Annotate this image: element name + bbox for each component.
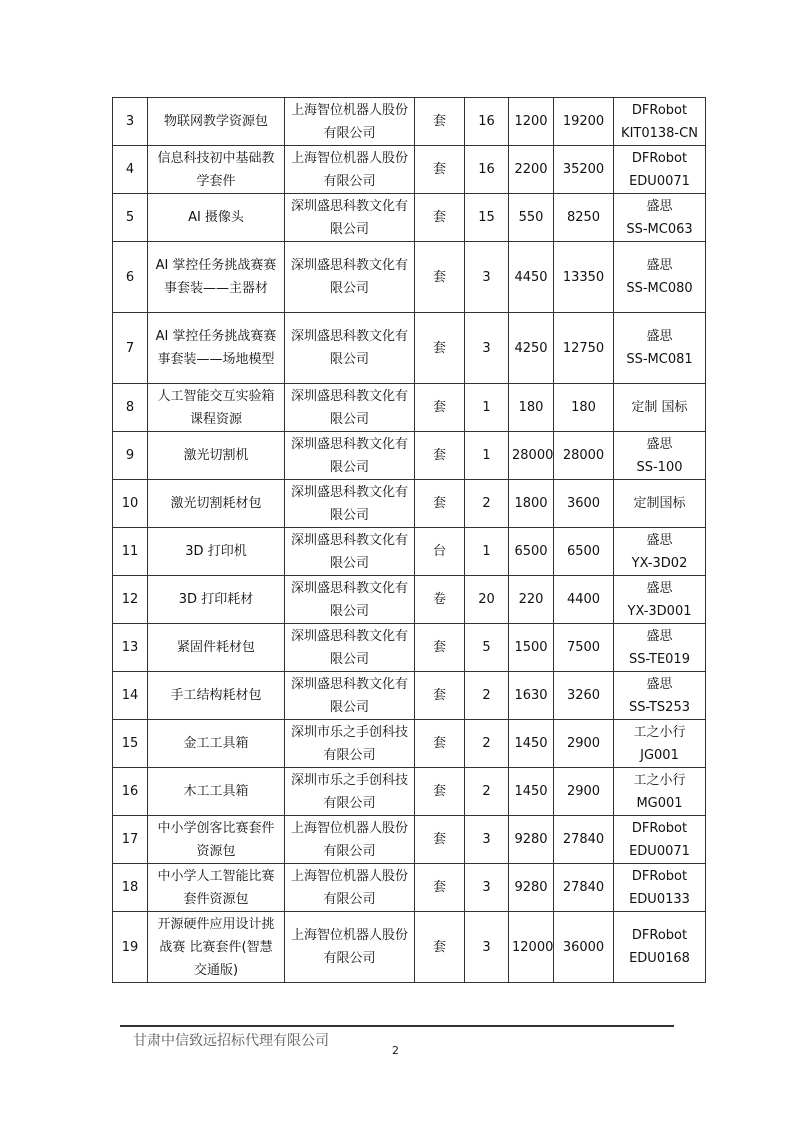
cell-qty: 3	[465, 242, 509, 313]
cell-brand: 盛思	[646, 329, 673, 344]
cell-total: 3260	[554, 672, 614, 720]
cell-unit: 套	[415, 146, 465, 194]
cell-supplier: 上海智位机器人股份有限公司	[285, 816, 415, 864]
cell-unit: 套	[415, 194, 465, 242]
cell-supplier: 深圳盛思科教文化有限公司	[285, 384, 415, 432]
cell-brand: DFRobot	[631, 868, 688, 884]
cell-brand: 工之小行	[633, 724, 686, 740]
cell-supplier: 深圳盛思科教文化有限公司	[285, 432, 415, 480]
footer-company-name: 甘肃中信致远招标代理有限公司	[133, 1033, 329, 1049]
cell-total: 12750	[554, 313, 614, 384]
cell-supplier: 深圳盛思科教文化有限公司	[285, 672, 415, 720]
cell-unit: 套	[415, 313, 465, 384]
cell-price: 1200	[509, 98, 554, 146]
cell-no: 13	[113, 624, 148, 672]
cell-name: 开源硬件应用设计挑战赛 比赛套件(智慧交通版)	[148, 912, 285, 983]
table-row	[113, 912, 706, 983]
cell-brand: DFRobot	[631, 928, 688, 943]
cell-total: 35200	[554, 146, 614, 194]
cell-unit: 套	[415, 384, 465, 432]
cell-unit: 套	[415, 912, 465, 983]
cell-model: JG001	[640, 747, 679, 763]
cell-price: 2200	[509, 146, 554, 194]
cell-qty: 3	[465, 313, 509, 384]
cell-brand-model	[614, 864, 706, 912]
cell-unit: 套	[415, 98, 465, 146]
cell-unit: 套	[415, 816, 465, 864]
cell-qty: 3	[465, 864, 509, 912]
cell-price: 12000	[509, 912, 554, 983]
cell-name: 激光切割机	[148, 432, 285, 480]
cell-brand: 工之小行	[633, 772, 686, 788]
cell-model: SS-TE019	[629, 651, 690, 667]
cell-no: 9	[113, 432, 148, 480]
cell-model: YX-3D001	[627, 603, 692, 619]
cell-price: 6500	[509, 528, 554, 576]
cell-model: EDU0071	[629, 173, 690, 189]
cell-unit: 套	[415, 242, 465, 313]
cell-name: 信息科技初中基础教学套件	[148, 146, 285, 194]
table-row	[113, 98, 706, 146]
cell-no: 12	[113, 576, 148, 624]
cell-price: 9280	[509, 864, 554, 912]
procurement-table	[112, 97, 706, 983]
table-row	[113, 864, 706, 912]
cell-no: 4	[113, 146, 148, 194]
cell-total: 8250	[554, 194, 614, 242]
cell-brand-model	[614, 432, 706, 480]
cell-brand: 定制国标	[633, 496, 686, 511]
cell-unit: 套	[415, 432, 465, 480]
cell-no: 19	[113, 912, 148, 983]
cell-name: 手工结构耗材包	[148, 672, 285, 720]
cell-no: 17	[113, 816, 148, 864]
cell-brand-model	[614, 384, 706, 432]
cell-price: 1500	[509, 624, 554, 672]
cell-brand-model	[614, 480, 706, 528]
cell-total: 28000	[554, 432, 614, 480]
cell-brand-model	[614, 768, 706, 816]
cell-brand-model	[614, 242, 706, 313]
cell-no: 16	[113, 768, 148, 816]
table-row	[113, 816, 706, 864]
cell-brand-model	[614, 146, 706, 194]
cell-price: 1800	[509, 480, 554, 528]
cell-unit: 套	[415, 864, 465, 912]
cell-brand: DFRobot	[631, 820, 688, 836]
cell-model: SS-TS253	[628, 699, 690, 715]
cell-total: 6500	[554, 528, 614, 576]
table-body	[113, 98, 706, 983]
cell-name: AI 掌控任务挑战赛赛事套装——场地模型	[148, 313, 285, 384]
cell-unit: 套	[415, 672, 465, 720]
cell-no: 10	[113, 480, 148, 528]
cell-price: 1630	[509, 672, 554, 720]
cell-total: 27840	[554, 864, 614, 912]
cell-supplier: 深圳盛思科教文化有限公司	[285, 313, 415, 384]
cell-brand-model	[614, 98, 706, 146]
cell-name: 3D 打印耗材	[148, 576, 285, 624]
cell-total: 3600	[554, 480, 614, 528]
cell-brand-model	[614, 528, 706, 576]
cell-unit: 套	[415, 720, 465, 768]
cell-brand-model	[614, 672, 706, 720]
cell-total: 2900	[554, 720, 614, 768]
cell-total: 36000	[554, 912, 614, 983]
cell-supplier: 上海智位机器人股份有限公司	[285, 98, 415, 146]
cell-price: 220	[509, 576, 554, 624]
cell-brand: DFRobot	[631, 102, 688, 118]
table-row	[113, 242, 706, 313]
cell-total: 19200	[554, 98, 614, 146]
cell-price: 28000	[509, 432, 554, 480]
cell-name: 3D 打印机	[148, 528, 285, 576]
cell-no: 18	[113, 864, 148, 912]
cell-qty: 15	[465, 194, 509, 242]
cell-qty: 1	[465, 528, 509, 576]
cell-qty: 16	[465, 146, 509, 194]
cell-unit: 套	[415, 624, 465, 672]
cell-qty: 3	[465, 816, 509, 864]
cell-supplier: 深圳盛思科教文化有限公司	[285, 528, 415, 576]
table-row	[113, 384, 706, 432]
cell-qty: 16	[465, 98, 509, 146]
table-row	[113, 720, 706, 768]
cell-model: EDU0168	[629, 951, 690, 966]
cell-brand: 盛思	[646, 436, 673, 452]
cell-unit: 台	[415, 528, 465, 576]
cell-model: EDU0071	[629, 843, 690, 859]
cell-price: 9280	[509, 816, 554, 864]
cell-brand-model	[614, 912, 706, 983]
cell-brand-model	[614, 720, 706, 768]
footer-divider	[120, 1025, 674, 1027]
cell-no: 14	[113, 672, 148, 720]
cell-model: SS-MC081	[626, 352, 693, 367]
cell-model: EDU0133	[629, 891, 690, 907]
table-row	[113, 194, 706, 242]
cell-brand: 盛思	[646, 580, 673, 596]
cell-brand: 定制 国标	[631, 400, 688, 415]
table-row	[113, 146, 706, 194]
cell-qty: 1	[465, 384, 509, 432]
cell-brand: 盛思	[646, 676, 673, 692]
cell-supplier: 深圳盛思科教文化有限公司	[285, 576, 415, 624]
cell-total: 180	[554, 384, 614, 432]
cell-price: 550	[509, 194, 554, 242]
cell-supplier: 深圳盛思科教文化有限公司	[285, 480, 415, 528]
table-row	[113, 480, 706, 528]
cell-name: AI 掌控任务挑战赛赛事套装——主器材	[148, 242, 285, 313]
cell-name: 紧固件耗材包	[148, 624, 285, 672]
table-row	[113, 624, 706, 672]
table-row	[113, 432, 706, 480]
cell-name: 中小学人工智能比赛套件资源包	[148, 864, 285, 912]
table-row	[113, 672, 706, 720]
cell-qty: 2	[465, 480, 509, 528]
cell-name: 木工工具箱	[148, 768, 285, 816]
cell-no: 15	[113, 720, 148, 768]
cell-total: 27840	[554, 816, 614, 864]
cell-brand-model	[614, 816, 706, 864]
cell-no: 8	[113, 384, 148, 432]
cell-model: SS-MC063	[626, 221, 693, 237]
cell-qty: 20	[465, 576, 509, 624]
cell-supplier: 上海智位机器人股份有限公司	[285, 864, 415, 912]
cell-model: MG001	[636, 795, 683, 811]
cell-brand-model	[614, 576, 706, 624]
cell-no: 6	[113, 242, 148, 313]
cell-model: SS-MC080	[626, 281, 693, 296]
cell-supplier: 深圳市乐之手创科技有限公司	[285, 720, 415, 768]
cell-name: 中小学创客比赛套件资源包	[148, 816, 285, 864]
cell-qty: 3	[465, 912, 509, 983]
cell-price: 4450	[509, 242, 554, 313]
cell-brand-model	[614, 194, 706, 242]
table-row	[113, 576, 706, 624]
cell-price: 180	[509, 384, 554, 432]
cell-price: 4250	[509, 313, 554, 384]
cell-price: 1450	[509, 720, 554, 768]
cell-total: 13350	[554, 242, 614, 313]
cell-qty: 1	[465, 432, 509, 480]
cell-no: 5	[113, 194, 148, 242]
cell-qty: 2	[465, 672, 509, 720]
table-row	[113, 528, 706, 576]
cell-no: 7	[113, 313, 148, 384]
cell-brand-model	[614, 313, 706, 384]
table-row	[113, 313, 706, 384]
cell-supplier: 上海智位机器人股份有限公司	[285, 146, 415, 194]
table-row	[113, 768, 706, 816]
cell-model: YX-3D02	[631, 555, 688, 571]
cell-brand: 盛思	[646, 258, 673, 273]
cell-no: 3	[113, 98, 148, 146]
cell-no: 11	[113, 528, 148, 576]
cell-qty: 2	[465, 768, 509, 816]
cell-unit: 卷	[415, 576, 465, 624]
cell-supplier: 深圳市乐之手创科技有限公司	[285, 768, 415, 816]
page-number: 2	[392, 1044, 399, 1057]
cell-brand-model	[614, 624, 706, 672]
cell-unit: 套	[415, 768, 465, 816]
cell-name: 人工智能交互实验箱课程资源	[148, 384, 285, 432]
cell-supplier: 深圳盛思科教文化有限公司	[285, 242, 415, 313]
cell-model: KIT0138-CN	[621, 125, 698, 141]
cell-name: 物联网教学资源包	[148, 98, 285, 146]
cell-total: 4400	[554, 576, 614, 624]
cell-model: SS-100	[636, 459, 683, 475]
cell-supplier: 深圳盛思科教文化有限公司	[285, 194, 415, 242]
cell-total: 2900	[554, 768, 614, 816]
cell-brand: 盛思	[646, 198, 673, 214]
cell-supplier: 上海智位机器人股份有限公司	[285, 912, 415, 983]
cell-total: 7500	[554, 624, 614, 672]
cell-name: 激光切割耗材包	[148, 480, 285, 528]
cell-qty: 2	[465, 720, 509, 768]
cell-unit: 套	[415, 480, 465, 528]
cell-price: 1450	[509, 768, 554, 816]
cell-qty: 5	[465, 624, 509, 672]
cell-brand: 盛思	[646, 532, 673, 548]
cell-name: 金工工具箱	[148, 720, 285, 768]
cell-name: AI 摄像头	[148, 194, 285, 242]
cell-brand: 盛思	[646, 628, 673, 644]
cell-brand: DFRobot	[631, 150, 688, 166]
cell-supplier: 深圳盛思科教文化有限公司	[285, 624, 415, 672]
